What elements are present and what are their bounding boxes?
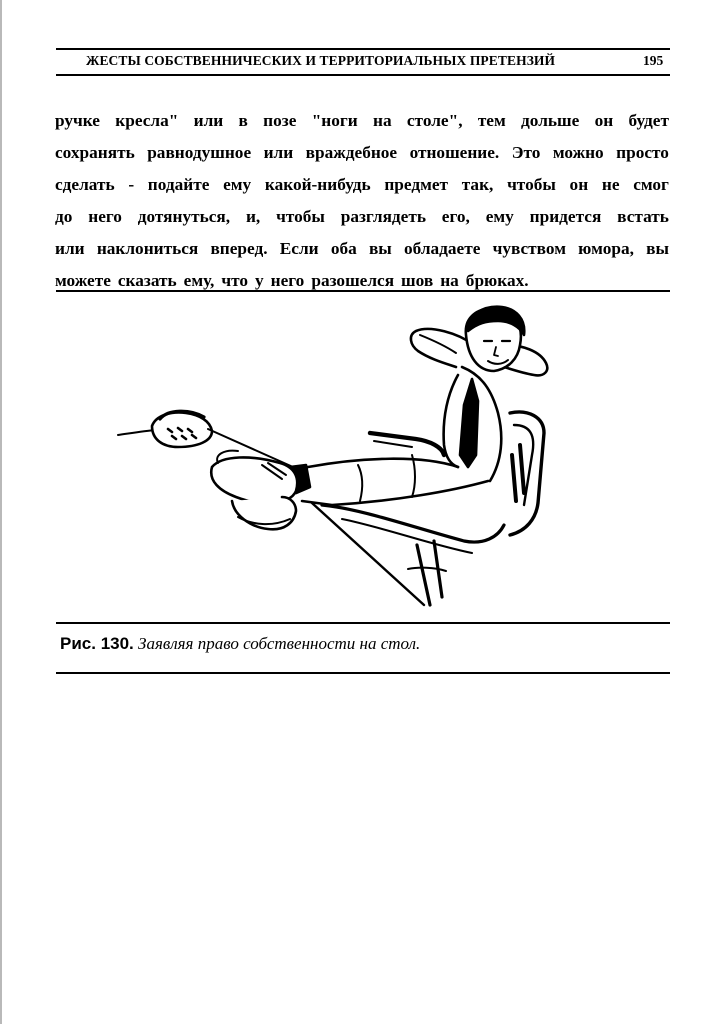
body-word: обладаете: [403, 239, 481, 258]
body-line: [55, 271, 669, 303]
body-word: сказать: [117, 271, 177, 290]
body-word: дотянуться,: [137, 207, 231, 226]
body-word: наклониться: [96, 239, 199, 258]
body-word: вы: [368, 239, 392, 258]
body-word: него: [88, 207, 122, 226]
body-word: можете: [55, 271, 111, 290]
body-word: вы: [646, 239, 669, 258]
header-top-rule: [56, 48, 670, 50]
body-word: него: [270, 271, 305, 290]
body-paragraph: [55, 111, 669, 303]
figure-top-rule: [56, 290, 670, 292]
figure-caption-top-rule: [56, 622, 670, 624]
body-word: равнодушное: [147, 143, 252, 162]
header-bottom-rule: [56, 74, 670, 76]
body-word: его,: [441, 207, 470, 226]
body-word: так,: [461, 175, 494, 194]
body-word: что: [221, 271, 248, 290]
body-line: [55, 175, 669, 207]
body-word: ему: [223, 175, 252, 194]
body-word: Это: [511, 143, 541, 162]
page-number: 195: [643, 53, 664, 68]
running-head: ЖЕСТЫ СОБСТВЕННИЧЕСКИХ И ТЕРРИТОРИАЛЬНЫХ ПРЕТЕНЗИЙ: [86, 53, 556, 68]
body-word: он: [594, 111, 614, 130]
body-word: ручке: [55, 111, 100, 130]
body-word: вперед.: [210, 239, 268, 258]
body-word: юмора,: [578, 239, 634, 258]
body-line: [55, 143, 669, 175]
body-word: сохранять: [55, 143, 135, 162]
body-word: или: [55, 239, 85, 258]
body-word: дольше: [521, 111, 580, 130]
figure-caption-bottom-rule: [56, 672, 670, 674]
body-word: и,: [245, 207, 261, 226]
body-word: предмет: [384, 175, 449, 194]
body-word: кресла": [115, 111, 179, 130]
body-word: на: [440, 271, 459, 290]
body-word: чувством: [492, 239, 566, 258]
body-word: столе",: [406, 111, 463, 130]
body-word: разошелся: [311, 271, 395, 290]
body-word: Если: [279, 239, 319, 258]
body-line: [55, 239, 669, 271]
body-word: враждебное: [305, 143, 398, 162]
body-word: чтобы: [276, 207, 325, 226]
body-word: подайте: [147, 175, 210, 194]
body-word: брюках.: [465, 271, 529, 290]
body-word: позе: [263, 111, 297, 130]
body-word: можно: [552, 143, 604, 162]
body-word: тем: [477, 111, 506, 130]
figure-caption-text: Заявляя право собственности на стол.: [138, 634, 421, 653]
body-word: какой-нибудь: [264, 175, 371, 194]
body-line: [55, 111, 669, 143]
body-word: у: [255, 271, 264, 290]
body-word: или: [263, 143, 294, 162]
body-word: он: [569, 175, 589, 194]
body-word: встать: [617, 207, 669, 226]
body-word: или: [193, 111, 224, 130]
body-word: сделать: [55, 175, 115, 194]
body-line: [55, 207, 669, 239]
body-word: чтобы: [507, 175, 556, 194]
body-word: -: [128, 175, 135, 194]
body-word: придется: [529, 207, 602, 226]
body-word: ему,: [183, 271, 215, 290]
man-feet-on-desk-illustration: [112, 305, 552, 613]
body-word: будет: [628, 111, 669, 130]
body-word: "ноги: [311, 111, 358, 130]
body-word: оба: [330, 239, 357, 258]
body-word: на: [372, 111, 392, 130]
body-word: не: [601, 175, 620, 194]
body-word: смог: [633, 175, 669, 194]
page-left-edge: [0, 0, 2, 1024]
body-word: просто: [616, 143, 669, 162]
body-word: разглядеть: [340, 207, 426, 226]
body-word: ему: [485, 207, 514, 226]
figure-caption: [60, 634, 420, 654]
body-word: в: [238, 111, 248, 130]
body-word: шов: [401, 271, 434, 290]
body-word: до: [55, 207, 73, 226]
figure-label: Рис. 130.: [60, 634, 134, 653]
body-word: отношение.: [409, 143, 500, 162]
